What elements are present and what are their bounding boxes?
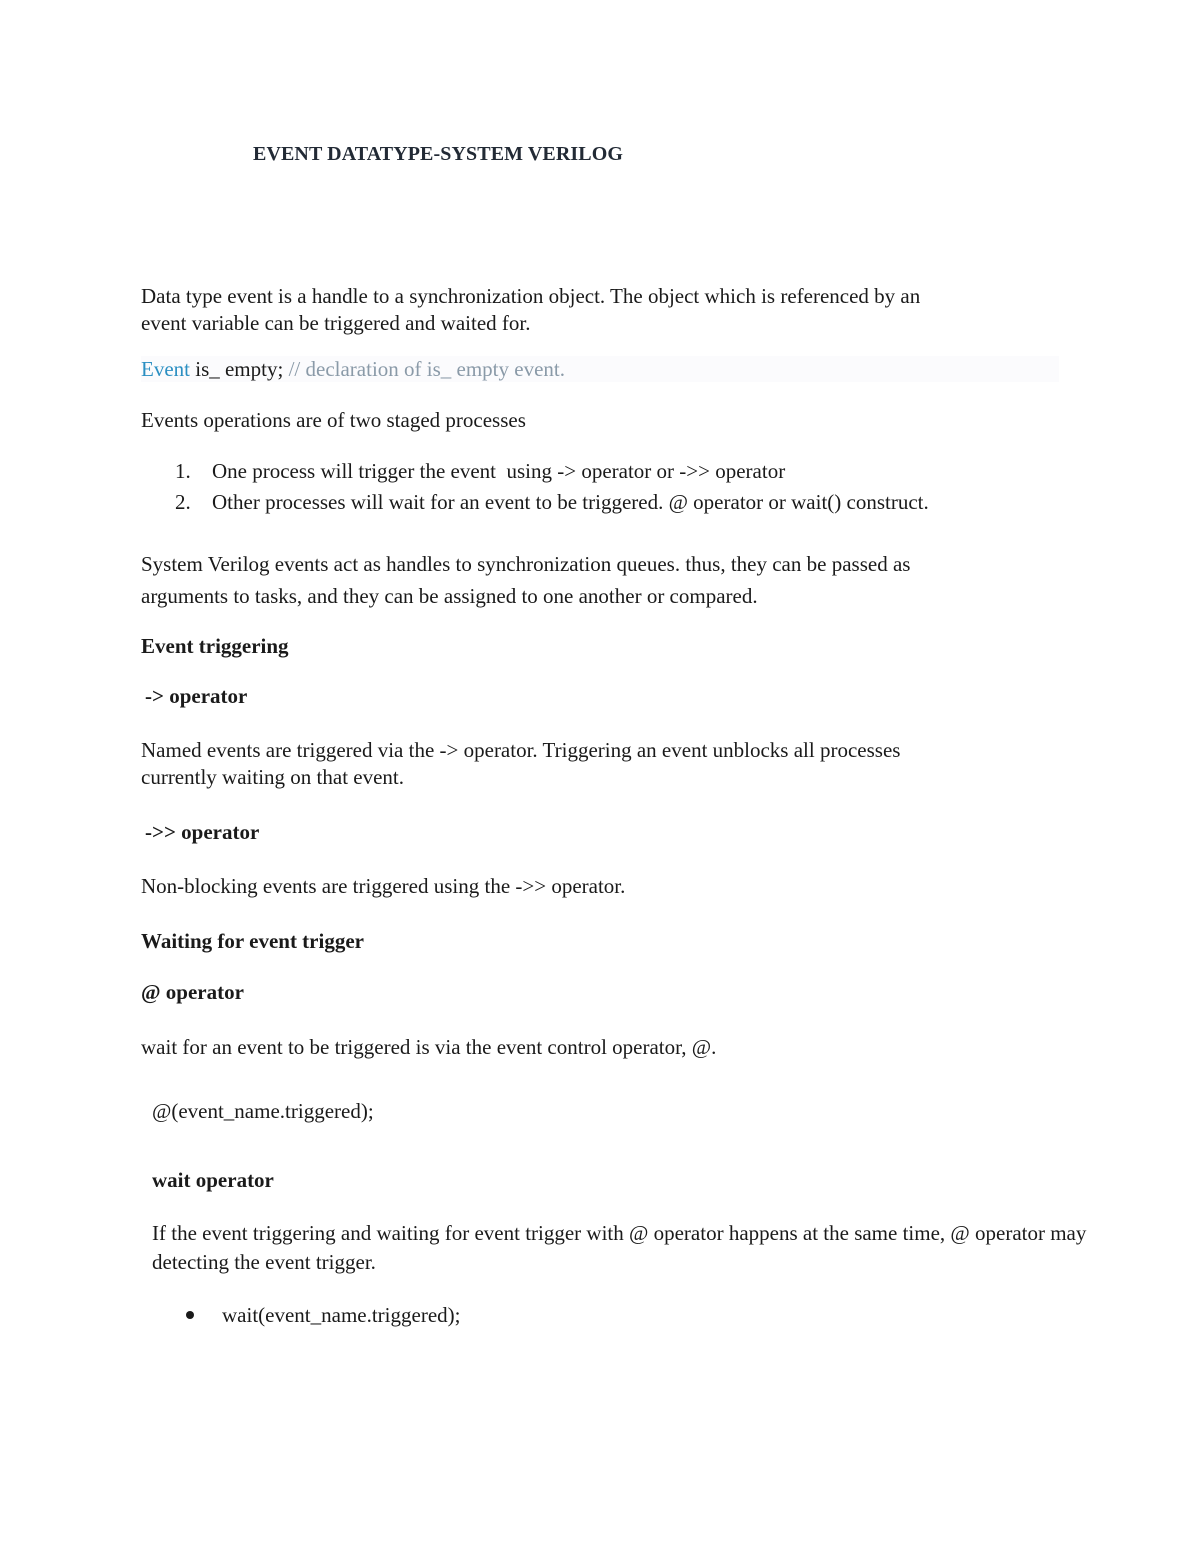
- arrow-operator-line-1: Named events are triggered via the -> operator. Triggering an event unblocks all processes: [141, 738, 901, 762]
- intro-line-2: event variable can be triggered and waited for.: [141, 311, 531, 335]
- list-item-number: 2.: [175, 490, 191, 514]
- bullet-icon: [186, 1311, 194, 1319]
- declaration-comment: // declaration of is_ empty event.: [283, 357, 565, 381]
- list-item: Other processes will wait for an event to be triggered. @ operator or wait() construct.: [212, 490, 929, 514]
- section-heading-event-triggering: Event triggering: [141, 634, 289, 658]
- declaration-line: [141, 356, 1059, 382]
- declaration-code: is_ empty;: [189, 357, 284, 381]
- handles-line-1: System Verilog events act as handles to synchronization queues. thus, they can be passed as: [141, 552, 911, 576]
- at-operator-code: @(event_name.triggered);: [152, 1099, 374, 1123]
- document-title: EVENT DATATYPE-SYSTEM VERILOG: [253, 143, 624, 165]
- intro-line-1: Data type event is a handle to a synchronization object. The object which is referenced by an: [141, 284, 921, 308]
- declaration-keyword: Event: [141, 357, 190, 381]
- subheading-arrow-operator: -> operator: [145, 684, 248, 708]
- handles-line-2: arguments to tasks, and they can be assigned to one another or compared.: [141, 584, 758, 608]
- arrow-operator-line-2: currently waiting on that event.: [141, 765, 405, 789]
- at-operator-text: wait for an event to be triggered is via the event control operator, @.: [141, 1035, 717, 1059]
- operations-intro: Events operations are of two staged processes: [141, 408, 526, 432]
- list-item: One process will trigger the event using -> operator or ->> operator: [212, 459, 786, 483]
- subheading-wait-operator: wait operator: [152, 1168, 274, 1192]
- nonblocking-text: Non-blocking events are triggered using the ->> operator.: [141, 874, 626, 898]
- list-item-number: 1.: [175, 459, 191, 483]
- wait-bullet-code: wait(event_name.triggered);: [222, 1303, 461, 1327]
- wait-operator-line-2: detecting the event trigger.: [152, 1250, 376, 1274]
- section-heading-waiting: Waiting for event trigger: [141, 929, 364, 953]
- wait-operator-line-1: If the event triggering and waiting for event trigger with @ operator happens at the same time, @ operator may: [152, 1221, 1087, 1245]
- subheading-at-operator: @ operator: [141, 980, 244, 1004]
- subheading-nonblocking-operator: ->> operator: [145, 820, 260, 844]
